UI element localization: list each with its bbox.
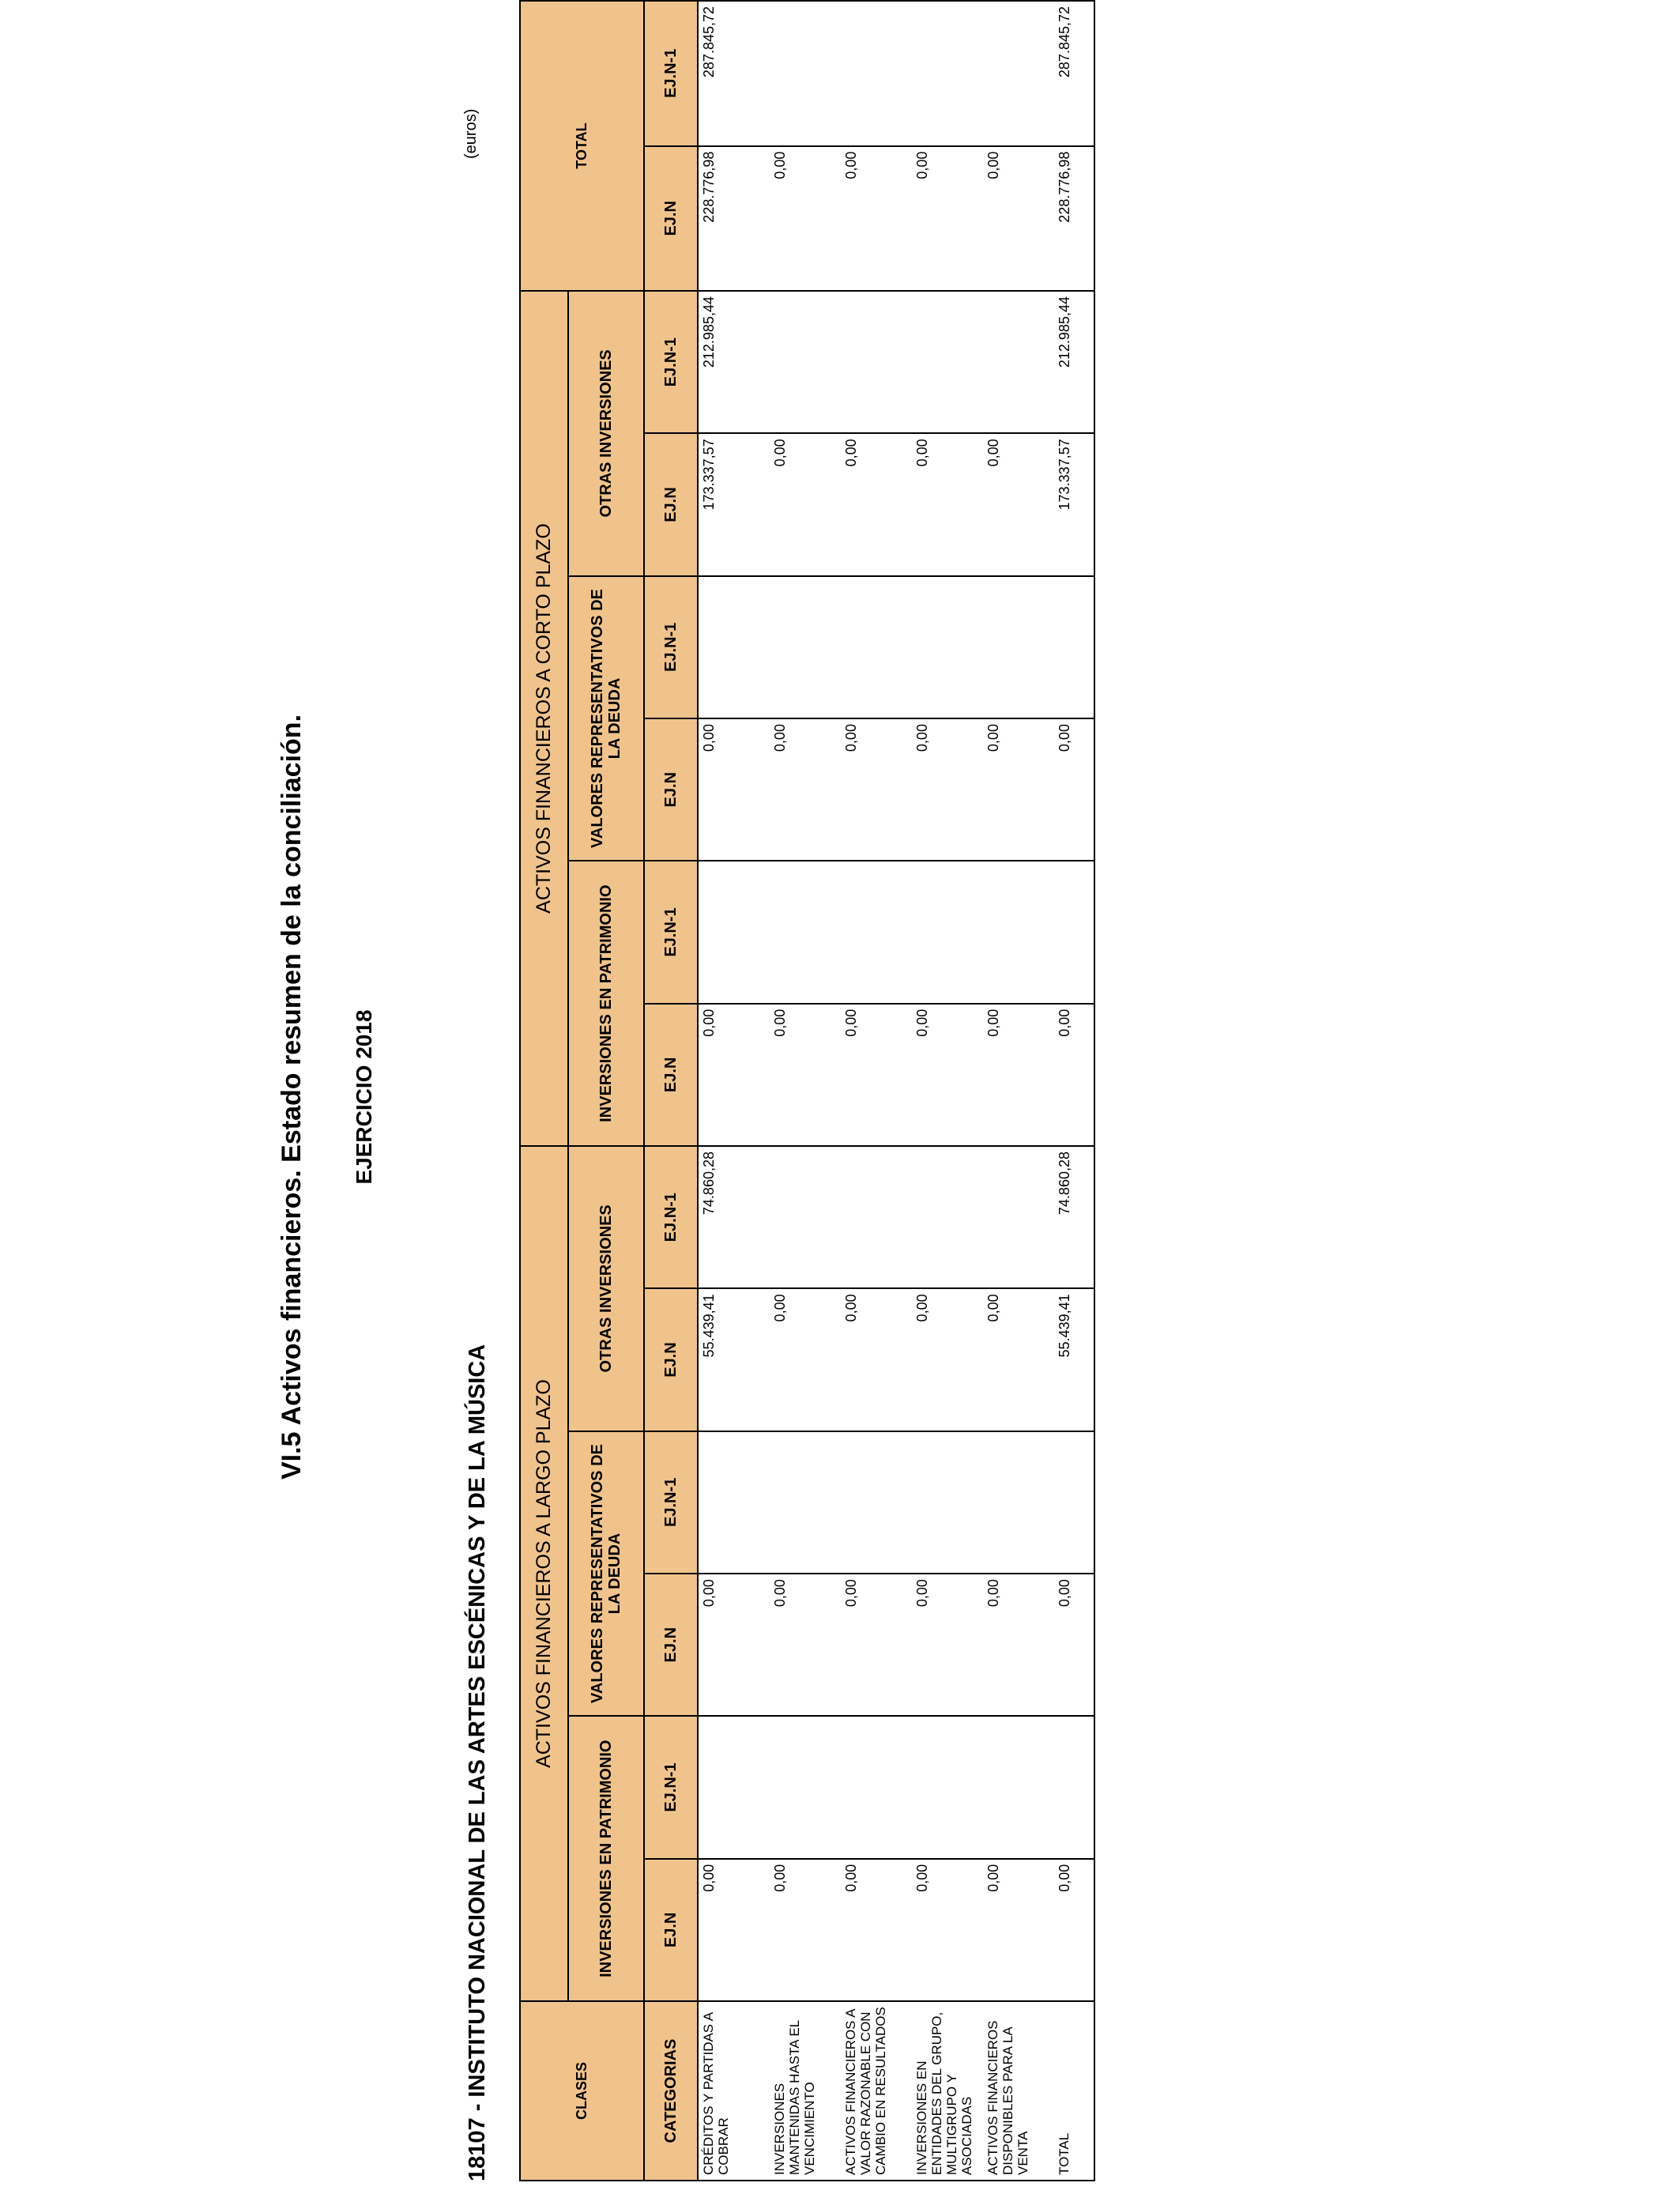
- row-label: ACTIVOS FINANCIEROS A VALOR RAZONABLE CON CAMBIO EN RESULTADOS: [841, 2001, 912, 2181]
- table-cell: [983, 1, 1054, 146]
- header-lp-valores-deuda: VALORES REPRESENTATIVOS DE LA DEUDA: [568, 1431, 644, 1717]
- header-ejn: EJ.N: [644, 146, 698, 291]
- table-cell: [698, 861, 770, 1003]
- table-cell: [912, 1146, 983, 1288]
- table-cell: 212.985,44: [698, 291, 770, 433]
- header-ejn1: EJ.N-1: [644, 1146, 698, 1288]
- table-cell: 74.860,28: [698, 1146, 770, 1288]
- table-cell: [912, 576, 983, 718]
- table-cell: 0,00: [841, 718, 912, 861]
- table-cell: [698, 1716, 770, 1858]
- header-lp-inversiones-patrimonio: INVERSIONES EN PATRIMONIO: [568, 1716, 644, 2001]
- table-cell: 0,00: [912, 1004, 983, 1146]
- header-cp-inversiones-patrimonio: INVERSIONES EN PATRIMONIO: [568, 861, 644, 1146]
- header-largo-plazo: ACTIVOS FINANCIEROS A LARGO PLAZO: [520, 1146, 568, 2001]
- header-ejn: EJ.N: [644, 1004, 698, 1146]
- table-cell: [770, 1, 841, 146]
- table-cell: 0,00: [770, 718, 841, 861]
- table-cell: [912, 1716, 983, 1858]
- header-cp-otras-inversiones: OTRAS INVERSIONES: [568, 291, 644, 576]
- header-ejn: EJ.N: [644, 1288, 698, 1431]
- table-cell: [841, 576, 912, 718]
- table-cell: [912, 291, 983, 433]
- table-cell: 0,00: [770, 1288, 841, 1431]
- table-cell: [1054, 1431, 1094, 1574]
- table-cell: 0,00: [1054, 718, 1094, 861]
- table-cell: [698, 576, 770, 718]
- table-cell: 0,00: [983, 1288, 1054, 1431]
- row-label: ACTIVOS FINANCIEROS DISPONIBLES PARA LA VENTA: [983, 2001, 1054, 2181]
- table-cell: [983, 1431, 1054, 1574]
- table-cell: 0,00: [841, 1859, 912, 2001]
- header-total: TOTAL: [520, 1, 644, 291]
- table-cell: 0,00: [912, 433, 983, 575]
- header-cp-valores-deuda: VALORES REPRESENTATIVOS DE LA DEUDA: [568, 576, 644, 861]
- table-cell: [841, 1431, 912, 1574]
- table-cell: [983, 576, 1054, 718]
- table-cell: 0,00: [770, 1859, 841, 2001]
- table-cell: 0,00: [698, 718, 770, 861]
- table-cell: [770, 1146, 841, 1288]
- table-cell: [841, 1146, 912, 1288]
- table-cell: [1054, 576, 1094, 718]
- header-lp-otras-inversiones: OTRAS INVERSIONES: [568, 1146, 644, 1431]
- table-cell: 0,00: [983, 718, 1054, 861]
- units-label: (euros): [462, 108, 480, 159]
- table-cell: 0,00: [770, 1004, 841, 1146]
- table-row: [983, 1, 1054, 2181]
- table-row: [770, 1, 841, 2181]
- table-cell: [983, 291, 1054, 433]
- table-cell: 55.439,41: [1054, 1288, 1094, 1431]
- table-row: [698, 1, 770, 2181]
- table-cell: [841, 291, 912, 433]
- table-cell: [841, 1716, 912, 1858]
- table-cell: 0,00: [983, 433, 1054, 575]
- table-cell: [698, 1431, 770, 1574]
- table-cell: 0,00: [770, 146, 841, 291]
- table-row: [841, 1, 912, 2181]
- table-cell: [912, 861, 983, 1003]
- row-label: CRÉDITOS Y PARTIDAS A COBRAR: [698, 2001, 770, 2181]
- table-cell: 0,00: [841, 1288, 912, 1431]
- table-cell: [983, 1146, 1054, 1288]
- header-categorias: CATEGORIAS: [644, 2001, 698, 2181]
- header-ejn1: EJ.N-1: [644, 1716, 698, 1858]
- header-ejn1: EJ.N-1: [644, 1, 698, 146]
- table-cell: [770, 1431, 841, 1574]
- table-cell: 0,00: [698, 1004, 770, 1146]
- header-clases: CLASES: [520, 2001, 644, 2181]
- table-cell: [770, 1716, 841, 1858]
- table-cell: 0,00: [841, 1004, 912, 1146]
- table-cell: [1054, 1716, 1094, 1858]
- table-cell: [912, 1, 983, 146]
- table-cell: [770, 861, 841, 1003]
- table-cell: [841, 1, 912, 146]
- header-ejn1: EJ.N-1: [644, 291, 698, 433]
- header-ejn: EJ.N: [644, 718, 698, 861]
- table-cell: 228.776,98: [1054, 146, 1094, 291]
- table-cell: 0,00: [841, 146, 912, 291]
- table-cell: [983, 861, 1054, 1003]
- table-row-total: [1054, 1, 1094, 2181]
- table-cell: [983, 1716, 1054, 1858]
- table-cell: 0,00: [1054, 1859, 1094, 2001]
- table-cell: 212.985,44: [1054, 291, 1094, 433]
- table-cell: 0,00: [698, 1574, 770, 1716]
- row-label: INVERSIONES MANTENIDAS HASTA EL VENCIMIENTO: [770, 2001, 841, 2181]
- table-cell: 0,00: [1054, 1004, 1094, 1146]
- table-cell: 0,00: [912, 146, 983, 291]
- table-cell: 0,00: [770, 433, 841, 575]
- table-cell: [770, 576, 841, 718]
- row-label: TOTAL: [1054, 2001, 1094, 2181]
- page-title: VI.5 Activos financieros. Estado resumen de la conciliación.: [277, 714, 307, 1480]
- table-cell: 0,00: [983, 1574, 1054, 1716]
- table-cell: 0,00: [983, 146, 1054, 291]
- table-cell: [1054, 861, 1094, 1003]
- reconciliation-table: [519, 0, 1095, 2181]
- table-cell: 0,00: [912, 1288, 983, 1431]
- table-cell: 0,00: [912, 1574, 983, 1716]
- table-cell: 287.845,72: [1054, 1, 1094, 146]
- table-cell: 55.439,41: [698, 1288, 770, 1431]
- table-cell: [841, 861, 912, 1003]
- table-cell: 0,00: [912, 1859, 983, 2001]
- table-cell: [770, 291, 841, 433]
- table-cell: 0,00: [841, 433, 912, 575]
- table-row: [912, 1, 983, 2181]
- table-cell: 0,00: [698, 1859, 770, 2001]
- table-cell: 0,00: [770, 1574, 841, 1716]
- header-ejn: EJ.N: [644, 433, 698, 575]
- row-label: INVERSIONES EN ENTIDADES DEL GRUPO, MULTIGRUPO Y ASOCIADAS: [912, 2001, 983, 2181]
- entity-name: 18107 - INSTITUTO NACIONAL DE LAS ARTES ESCÉNICAS Y DE LA MÚSICA: [465, 1344, 490, 2181]
- header-ejn: EJ.N: [644, 1574, 698, 1716]
- table-cell: 74.860,28: [1054, 1146, 1094, 1288]
- table-cell: 0,00: [983, 1004, 1054, 1146]
- header-ejn1: EJ.N-1: [644, 861, 698, 1003]
- table-cell: 0,00: [841, 1574, 912, 1716]
- table-cell: 173.337,57: [1054, 433, 1094, 575]
- table-cell: 228.776,98: [698, 146, 770, 291]
- header-ejn1: EJ.N-1: [644, 576, 698, 718]
- year-label: EJERCICIO 2018: [352, 1009, 376, 1185]
- table-cell: 173.337,57: [698, 433, 770, 575]
- header-ejn1: EJ.N-1: [644, 1431, 698, 1574]
- table-cell: 287.845,72: [698, 1, 770, 146]
- table-cell: [912, 1431, 983, 1574]
- header-corto-plazo: ACTIVOS FINANCIEROS A CORTO PLAZO: [520, 291, 568, 1146]
- header-ejn: EJ.N: [644, 1859, 698, 2001]
- table-cell: 0,00: [912, 718, 983, 861]
- table-cell: 0,00: [983, 1859, 1054, 2001]
- table-cell: 0,00: [1054, 1574, 1094, 1716]
